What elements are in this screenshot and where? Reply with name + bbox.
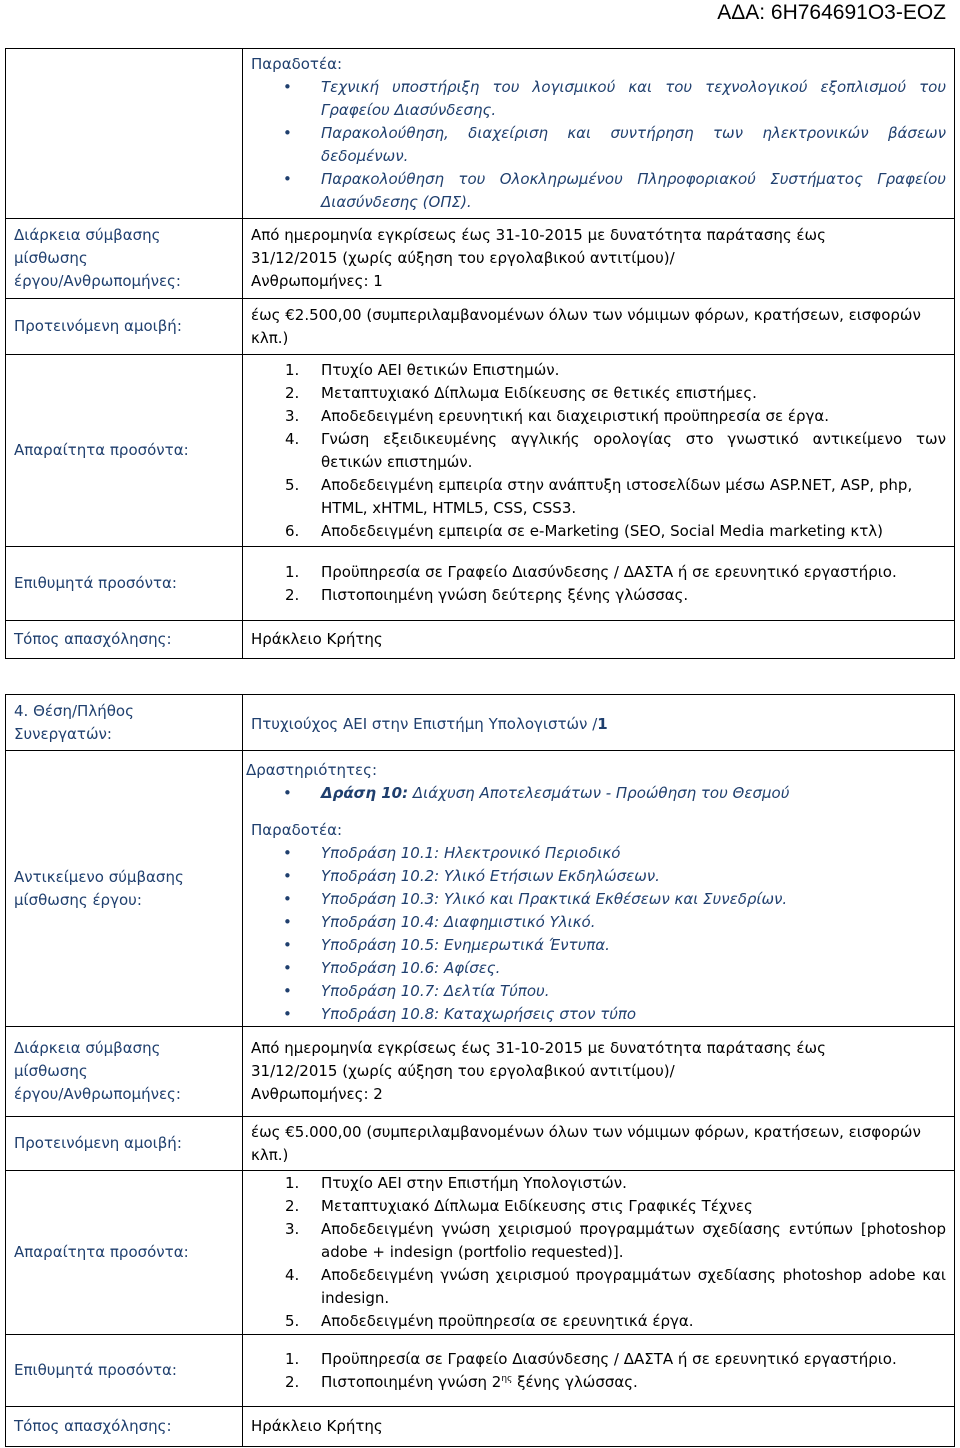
list-item: • Δράση 10: Διάχυση Αποτελεσμάτων - Προώθηση του Θεσμού [321, 782, 946, 805]
list-item: • Υποδράση 10.1: Ηλεκτρονικό Περιοδικό [321, 842, 946, 865]
list-item: • Υποδράση 10.7: Δελτία Τύπου. [321, 980, 946, 1003]
required-cell [243, 1171, 955, 1335]
location-value: Ηράκλειο Κρήτης [243, 1407, 955, 1447]
list-item: 1. Πτυχίο ΑΕΙ θετικών Επιστημών. [285, 360, 560, 379]
list-item: 3. Αποδεδειγμένη ερευνητική και διαχειριστική προϋπηρεσία σε έργα. [285, 406, 830, 425]
required-label: Απαραίτητα προσόντα: [6, 355, 243, 547]
location-label: Τόπος απασχόλησης: [6, 621, 243, 659]
fee-label: Προτεινόμενη αμοιβή: [6, 1117, 243, 1171]
list-item: 1. Προϋπηρεσία σε Γραφείο Διασύνδεσης / ΔΑΣΤΑ ή σε ερευνητικό εργαστήριο. [285, 1349, 897, 1368]
desired-list [251, 561, 946, 607]
desired-cell [243, 547, 955, 621]
location-value: Ηράκλειο Κρήτης [243, 621, 955, 659]
list-item: 6. Αποδεδειγμένη εμπειρία σε e-Marketing (SEO, Social Media marketing κτλ) [285, 521, 884, 540]
desired-list [251, 1348, 946, 1394]
list-item: 3. Αποδεδειγμένη γνώση χειρισμού προγραμμάτων σχεδίασης εντύπων [photoshop adobe + indesign (portfolio requested)]. [285, 1220, 946, 1261]
required-label: Απαραίτητα προσόντα: [6, 1171, 243, 1335]
deliverables-heading: Παραδοτέα: [251, 55, 343, 73]
duration-value: Από ημερομηνία εγκρίσεως έως 31-10-2015 με δυνατότητα παράτασης έως 31/12/2015 (χωρίς αύξηση του εργολαβικού αντιτίμου)/ Ανθρωπομήνες: 2 [243, 1027, 955, 1117]
duration-label: Διάρκεια σύμβασης μίσθωσης έργου/Ανθρωπομήνες: [6, 219, 243, 299]
list-item: 2. Μεταπτυχιακό Δίπλωμα Ειδίκευσης στις Γραφικές Τέχνες [285, 1197, 753, 1215]
list-item: • Υποδράση 10.3: Υλικό και Πρακτικά Εκθέσεων και Συνεδρίων. [321, 888, 946, 911]
list-item: 4. Γνώση εξειδικευμένης αγγλικής ορολογίας στο γνωστικό αντικείμενο των θετικών επιστημών. [285, 429, 946, 471]
activities-heading: Δραστηριότητες: [246, 761, 378, 779]
fee-value: έως €2.500,00 (συμπεριλαμβανομένων όλων των νόμιμων φόρων, κρατήσεων, εισφορών κλπ.) [243, 299, 955, 355]
desired-cell [243, 1335, 955, 1407]
object-label: Αντικείμενο σύμβασης μίσθωσης έργου: [6, 751, 243, 1027]
deliverables-list [251, 76, 946, 214]
duration-label: Διάρκεια σύμβασης μίσθωσης έργου/Ανθρωπομήνες: [6, 1027, 243, 1117]
required-list [251, 1172, 946, 1333]
list-item: • Υποδράση 10.2: Υλικό Ετήσιων Εκδηλώσεων. [321, 865, 946, 888]
table-position-4 [5, 694, 955, 1447]
activities-list [251, 782, 946, 805]
fee-label: Προτεινόμενη αμοιβή: [6, 299, 243, 355]
ada-code: ΑΔΑ: 6Η764691Ο3-ΕΟΖ [717, 1, 946, 24]
required-cell [243, 355, 955, 547]
list-item: • Υποδράση 10.5: Ενημερωτικά Έντυπα. [321, 934, 946, 957]
list-item: 4. Αποδεδειγμένη γνώση χειρισμού προγραμμάτων σχεδίασης photoshop adobe και indesign. [285, 1266, 946, 1307]
list-item: • Υποδράση 10.8: Καταχωρήσεις στον τύπο [321, 1003, 946, 1026]
position-label: 4. Θέση/Πλήθος Συνεργατών: [6, 695, 243, 751]
list-item: 5. Αποδεδειγμένη προϋπηρεσία σε ερευνητικά έργα. [285, 1312, 694, 1330]
deliverables-heading: Παραδοτέα: [251, 821, 343, 839]
list-item: 2. Πιστοποιημένη γνώση $2^{\eta\varsigma}$ ξένης γλώσσας. [285, 1372, 638, 1391]
list-item: 1. Πτυχίο ΑΕΙ στην Επιστήμη Υπολογιστών. [285, 1174, 627, 1192]
list-item: • Παρακολούθηση του Ολοκληρωμένου Πληροφοριακού Συστήματος Γραφείου Διασύνδεσης (ΟΠΣ). [321, 168, 946, 214]
list-item: • Παρακολούθηση, διαχείριση και συντήρηση των ηλεκτρονικών βάσεων δεδομένων. [321, 122, 946, 168]
duration-value: Από ημερομηνία εγκρίσεως έως 31-10-2015 με δυνατότητα παράτασης έως 31/12/2015 (χωρίς αύξηση του εργολαβικού αντιτίμου)/ Ανθρωπομήνες: 1 [243, 219, 955, 299]
list-item: 2. Μεταπτυχιακό Δίπλωμα Ειδίκευσης σε θετικές επιστήμες. [285, 383, 757, 402]
list-item: • Υποδράση 10.4: Διαφημιστικό Υλικό. [321, 911, 946, 934]
list-item: • Τεχνική υποστήριξη του λογισμικού και του τεχνολογικού εξοπλισμού του Γραφείου Διασύνδεσης. [321, 76, 946, 122]
position-value: Πτυχιούχος ΑΕΙ στην Επιστήμη Υπολογιστών /1 [243, 695, 955, 751]
desired-label: Επιθυμητά προσόντα: [6, 1335, 243, 1407]
deliverables-cell [243, 49, 955, 219]
list-item: 1. Προϋπηρεσία σε Γραφείο Διασύνδεσης / ΔΑΣΤΑ ή σε ερευνητικό εργαστήριο. [285, 562, 897, 581]
list-item: • Υποδράση 10.6: Αφίσες. [321, 957, 946, 980]
list-item: 5. Αποδεδειγμένη εμπειρία στην ανάπτυξη ιστοσελίδων μέσω ASP.NET, ASP, php, HTML, xHTML, HTML5, CSS, CSS3. [285, 475, 913, 517]
list-item: 2. Πιστοποιημένη γνώση δεύτερης ξένης γλώσσας. [285, 585, 689, 604]
desired-label: Επιθυμητά προσόντα: [6, 547, 243, 621]
location-label: Τόπος απασχόλησης: [6, 1407, 243, 1447]
empty-label-cell [6, 49, 243, 219]
object-cell [243, 751, 955, 1027]
table-position-3 [5, 48, 955, 659]
required-list [251, 359, 946, 543]
fee-value: έως €5.000,00 (συμπεριλαμβανομένων όλων των νόμιμων φόρων, κρατήσεων, εισφορών κλπ.) [243, 1117, 955, 1171]
deliverables-list [251, 842, 946, 1026]
